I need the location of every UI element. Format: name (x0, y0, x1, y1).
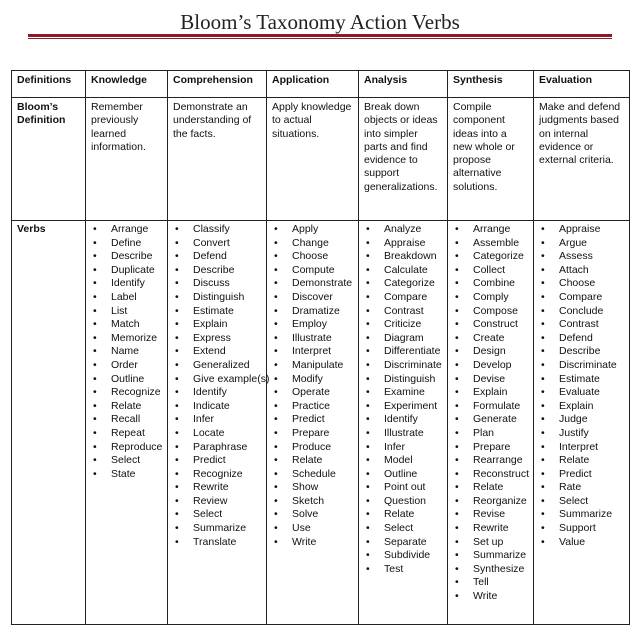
verb-item: • Practice (272, 400, 353, 414)
verb-item: • Outline (364, 468, 442, 482)
verb-item: • Label (91, 291, 162, 305)
verb-item: • Discriminate (539, 359, 624, 373)
verbs-synthesis-list (453, 223, 528, 604)
verb-item: • Experiment (364, 400, 442, 414)
verb-item: • Reorganize (453, 495, 528, 509)
verb-item: • Formulate (453, 400, 528, 414)
definition-evaluation: Make and defend judgments based on internal evidence or external criteria. (534, 98, 630, 221)
verb-item: • Attach (539, 264, 624, 278)
verb-item: • Comply (453, 291, 528, 305)
verb-item: • Defend (173, 250, 261, 264)
verb-item: • Relate (272, 454, 353, 468)
definition-row-label: Bloom’s Definition (12, 98, 86, 221)
verb-item: • Argue (539, 237, 624, 251)
verb-item: • Evaluate (539, 386, 624, 400)
verb-item: • Conclude (539, 305, 624, 319)
verb-item: • Assemble (453, 237, 528, 251)
verb-item: • Set up (453, 536, 528, 550)
verb-item: • Arrange (453, 223, 528, 237)
verbs-evaluation-list (539, 223, 624, 549)
definition-analysis: Break down objects or ideas into simpler parts and find evidence to support generalizations. (359, 98, 448, 221)
taxonomy-table (11, 70, 630, 625)
verb-item: • Value (539, 536, 624, 550)
verb-item: • Assess (539, 250, 624, 264)
header-comprehension: Comprehension (168, 71, 267, 98)
verb-item: • Apply (272, 223, 353, 237)
verb-item: • Translate (173, 536, 261, 550)
definition-row (12, 98, 630, 221)
verb-item: • Prepare (453, 441, 528, 455)
header-analysis: Analysis (359, 71, 448, 98)
verb-item: • Contrast (364, 305, 442, 319)
verbs-comprehension-cell (168, 221, 270, 625)
document-title: Bloom’s Taxonomy Action Verbs (180, 10, 460, 34)
verb-item: • Identify (173, 386, 261, 400)
verb-item: • Show (272, 481, 353, 495)
verb-item: • Locate (173, 427, 261, 441)
verb-item: • Calculate (364, 264, 442, 278)
verb-item: • Change (272, 237, 353, 251)
verb-item: • Reconstruct (453, 468, 528, 482)
verb-item: • Question (364, 495, 442, 509)
verb-item: • Identify (364, 413, 442, 427)
header-evaluation: Evaluation (534, 71, 630, 98)
verb-item: • Duplicate (91, 264, 162, 278)
verbs-analysis-cell (359, 221, 448, 625)
definition-synthesis: Compile component ideas into a new whole or propose alternative solutions. (448, 98, 534, 221)
definition-knowledge: Remember previously learned information. (86, 98, 168, 221)
verb-item: • Recognize (173, 468, 261, 482)
verb-item: • State (91, 468, 162, 482)
verb-item: • Examine (364, 386, 442, 400)
verb-item: • Plan (453, 427, 528, 441)
title-underline (28, 34, 612, 37)
definition-application: Apply knowledge to actual situations. (267, 98, 359, 221)
title-underline-thin (28, 38, 612, 39)
verbs-synthesis-cell (448, 221, 534, 625)
verbs-row (12, 221, 630, 625)
verb-item: • Schedule (272, 468, 353, 482)
verb-item: • Breakdown (364, 250, 442, 264)
verbs-application-cell (267, 221, 359, 625)
verb-item: • Match (91, 318, 162, 332)
verb-item: • Predict (173, 454, 261, 468)
verb-item: • Summarize (539, 508, 624, 522)
verb-item: • Select (91, 454, 162, 468)
verb-item: • Support (539, 522, 624, 536)
verb-item: • Sketch (272, 495, 353, 509)
verb-item: • Operate (272, 386, 353, 400)
verb-item: • Create (453, 332, 528, 346)
verb-item: • Memorize (91, 332, 162, 346)
verb-item: • Synthesize (453, 563, 528, 577)
verb-item: • Recognize (91, 386, 162, 400)
verb-item: • Judge (539, 413, 624, 427)
verbs-application-list (272, 223, 353, 549)
verb-item: • List (91, 305, 162, 319)
verb-item: • Describe (91, 250, 162, 264)
verb-item: • Recall (91, 413, 162, 427)
verb-item: • Design (453, 345, 528, 359)
verb-item: • Repeat (91, 427, 162, 441)
verb-item: • Estimate (173, 305, 261, 319)
verb-item: • Separate (364, 536, 442, 550)
verb-item: • Relate (364, 508, 442, 522)
verb-item: • Summarize (173, 522, 261, 536)
verb-item: • Describe (173, 264, 261, 278)
verb-item: • Express (173, 332, 261, 346)
verb-item: • Test (364, 563, 442, 577)
verb-item: • Interpret (539, 441, 624, 455)
verb-item: • Arrange (91, 223, 162, 237)
verb-item: • Illustrate (364, 427, 442, 441)
verb-item: • Relate (91, 400, 162, 414)
verbs-knowledge-cell (86, 221, 168, 625)
verb-item: • Select (173, 508, 261, 522)
verb-item: • Modify (272, 373, 353, 387)
verb-item: • Relate (539, 454, 624, 468)
verb-item: • Compose (453, 305, 528, 319)
verb-item: • Paraphrase (173, 441, 261, 455)
verb-item: • Prepare (272, 427, 353, 441)
verb-item: • Infer (173, 413, 261, 427)
verb-item: • Explain (539, 400, 624, 414)
verb-item: • Subdivide (364, 549, 442, 563)
verb-item: • Distinguish (173, 291, 261, 305)
verb-item: • Construct (453, 318, 528, 332)
verb-item: • Rearrange (453, 454, 528, 468)
verb-item: • Compare (539, 291, 624, 305)
verb-item: • Collect (453, 264, 528, 278)
verb-item: • Explain (453, 386, 528, 400)
verb-item: • Use (272, 522, 353, 536)
verb-item: • Diagram (364, 332, 442, 346)
verb-item: • Indicate (173, 400, 261, 414)
header-application: Application (267, 71, 359, 98)
verb-item: • Model (364, 454, 442, 468)
verb-item: • Rate (539, 481, 624, 495)
verb-item: • Choose (539, 277, 624, 291)
verb-item: • Estimate (539, 373, 624, 387)
verb-item: • Solve (272, 508, 353, 522)
verb-item: • Analyze (364, 223, 442, 237)
verb-item: • Compare (364, 291, 442, 305)
verb-item: • Employ (272, 318, 353, 332)
header-definitions: Definitions (12, 71, 86, 98)
verbs-evaluation-cell (534, 221, 630, 625)
verb-item: • Write (453, 590, 528, 604)
verb-item: • Reproduce (91, 441, 162, 455)
verb-item: • Categorize (453, 250, 528, 264)
verb-item: • Discuss (173, 277, 261, 291)
verb-item: • Demonstrate (272, 277, 353, 291)
verb-item: • Combine (453, 277, 528, 291)
verb-item: • Point out (364, 481, 442, 495)
verb-item: • Classify (173, 223, 261, 237)
verb-item: • Criticize (364, 318, 442, 332)
verb-item: • Devise (453, 373, 528, 387)
verb-item: • Describe (539, 345, 624, 359)
verb-item: • Summarize (453, 549, 528, 563)
verb-item: • Justify (539, 427, 624, 441)
verb-item: • Generate (453, 413, 528, 427)
verbs-knowledge-list (91, 223, 162, 481)
verbs-analysis-list (364, 223, 442, 576)
verb-item: • Write (272, 536, 353, 550)
verb-item: • Predict (539, 468, 624, 482)
verb-item: • Generalized (173, 359, 261, 373)
verb-item: • Defend (539, 332, 624, 346)
verb-item: • Select (539, 495, 624, 509)
verb-item: • Predict (272, 413, 353, 427)
verb-item: • Compute (272, 264, 353, 278)
verb-item: • Define (91, 237, 162, 251)
verb-item: • Give example(s) (173, 373, 261, 387)
verb-item: • Choose (272, 250, 353, 264)
verb-item: • Outline (91, 373, 162, 387)
verb-item: • Review (173, 495, 261, 509)
verbs-row-label: Verbs (12, 221, 86, 625)
verb-item: • Appraise (364, 237, 442, 251)
verb-item: • Illustrate (272, 332, 353, 346)
verb-item: • Name (91, 345, 162, 359)
verb-item: • Appraise (539, 223, 624, 237)
definition-comprehension: Demonstrate an understanding of the facts. (168, 98, 267, 221)
verb-item: • Produce (272, 441, 353, 455)
verb-item: • Select (364, 522, 442, 536)
verb-item: • Categorize (364, 277, 442, 291)
verb-item: • Order (91, 359, 162, 373)
verb-item: • Convert (173, 237, 261, 251)
verb-item: • Dramatize (272, 305, 353, 319)
verb-item: • Manipulate (272, 359, 353, 373)
header-knowledge: Knowledge (86, 71, 168, 98)
verb-item: • Explain (173, 318, 261, 332)
verb-item: • Tell (453, 576, 528, 590)
verb-item: • Infer (364, 441, 442, 455)
verb-item: • Distinguish (364, 373, 442, 387)
verb-item: • Rewrite (173, 481, 261, 495)
verb-item: • Discriminate (364, 359, 442, 373)
verb-item: • Revise (453, 508, 528, 522)
header-synthesis: Synthesis (448, 71, 534, 98)
verb-item: • Extend (173, 345, 261, 359)
verb-item: • Identify (91, 277, 162, 291)
verb-item: • Discover (272, 291, 353, 305)
verb-item: • Rewrite (453, 522, 528, 536)
verb-item: • Contrast (539, 318, 624, 332)
verb-item: • Differentiate (364, 345, 442, 359)
verbs-comprehension-list (173, 223, 270, 549)
header-row (12, 71, 630, 98)
verb-item: • Develop (453, 359, 528, 373)
verb-item: • Relate (453, 481, 528, 495)
verb-item: • Interpret (272, 345, 353, 359)
